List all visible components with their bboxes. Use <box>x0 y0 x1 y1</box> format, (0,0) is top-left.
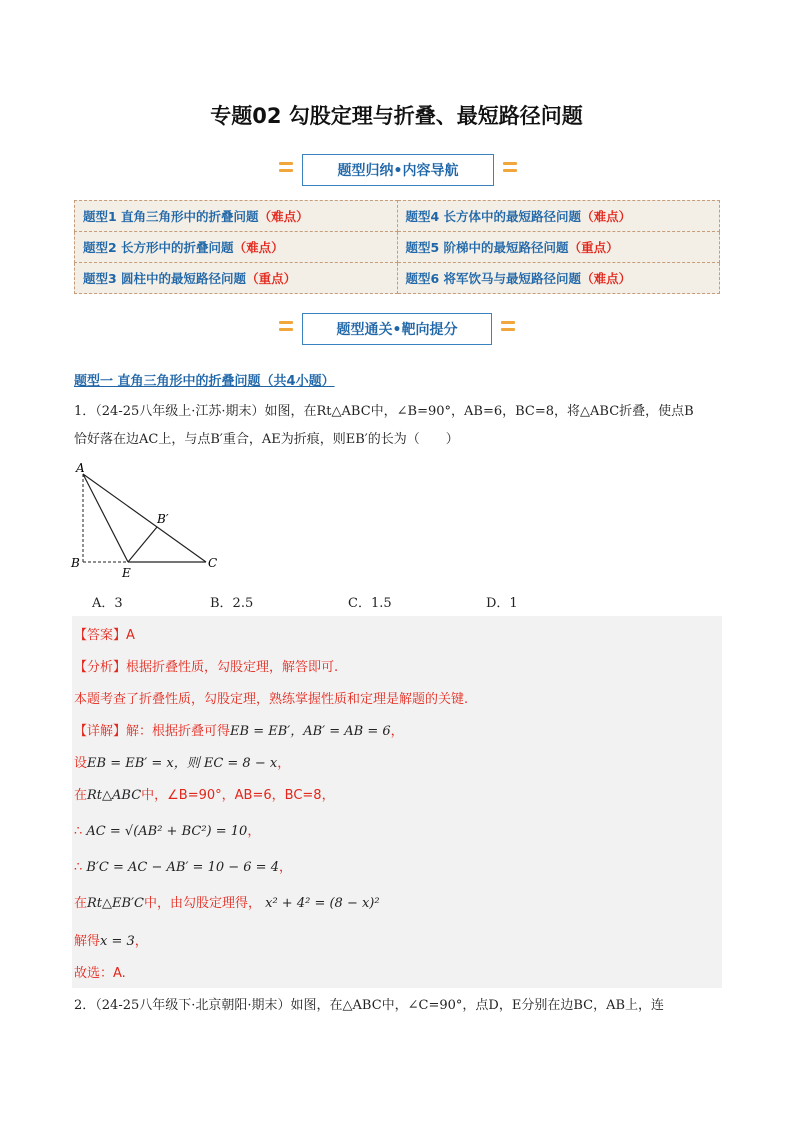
ornament-icon <box>503 162 517 178</box>
practice-banner-label: 题型通关•靶向提分 <box>336 322 458 338</box>
nav-cell[interactable]: 题型2 长方形中的折叠问题（难点） <box>75 232 398 263</box>
nav-cell[interactable]: 题型6 将军饮马与最短路径问题（难点） <box>397 263 720 294</box>
option-d[interactable]: D．1 <box>486 596 518 611</box>
side-ac <box>83 474 206 562</box>
detail-line: 【详解】解：根据折叠可得EB = EB′，AB′ = AB = 6， <box>74 724 404 739</box>
bc-line: ∴ B′C = AC − AB′ = 10 − 6 = 4， <box>74 860 292 875</box>
label-e: E <box>122 566 131 579</box>
table-row <box>75 263 720 294</box>
set-line: 设EB = EB′ = x，则 EC = 8 − x， <box>74 756 291 771</box>
question-2-line-1: 2．（24-25八年级下·北京朝阳·期末）如图，在△ABC中，∠C=90°，点D，E分别在边BC，AB上，连 <box>74 998 665 1013</box>
question-1-line-2: 恰好落在边AC上，与点B′重合，AE为折痕，则EB′的长为（ ） <box>74 432 459 447</box>
fold-ae <box>83 474 128 562</box>
label-b: B <box>71 556 80 570</box>
choose-line: 故选：A. <box>74 966 126 981</box>
nav-banner-label: 题型归纳•内容导航 <box>337 163 459 179</box>
answer-line: 【答案】A <box>74 628 135 643</box>
analysis-line: 【分析】根据折叠性质，勾股定理，解答即可. <box>74 660 339 675</box>
practice-banner <box>302 313 492 345</box>
table-row <box>75 232 720 263</box>
page-title: 专题02 勾股定理与折叠、最短路径问题 <box>210 104 583 128</box>
nav-cell[interactable]: 题型3 圆柱中的最短路径问题（重点） <box>75 263 398 294</box>
ornament-icon <box>279 162 293 178</box>
nav-cell[interactable]: 题型1 直角三角形中的折叠问题（难点） <box>75 201 398 232</box>
table-row <box>75 201 720 232</box>
label-b-prime: B′ <box>157 512 169 526</box>
ornament-icon <box>501 321 515 337</box>
label-a: A <box>76 461 85 475</box>
rt-abc-line: 在Rt△ABC中，∠B=90°，AB=6，BC=8， <box>74 788 335 803</box>
question-1-line-1: 1．（24-25八年级上·江苏·期末）如图，在Rt△ABC中，∠B=90°，AB=6，BC=8，将△ABC折叠，使点B <box>74 404 694 419</box>
ornament-icon <box>279 321 293 337</box>
nav-cell[interactable]: 题型4 长方体中的最短路径问题（难点） <box>397 201 720 232</box>
nav-cell[interactable]: 题型5 阶梯中的最短路径问题（重点） <box>397 232 720 263</box>
pythagoras-line: 在Rt△EB′C中，由勾股定理得， x² + 4² = (8 − x)² <box>74 896 380 911</box>
summary-line: 本题考查了折叠性质，勾股定理，熟练掌握性质和定理是解题的关键. <box>74 692 469 707</box>
ac-line: ∴ AC = √(AB² + BC²) = 10， <box>74 824 261 839</box>
label-c: C <box>208 556 218 570</box>
option-c[interactable]: C．1.5 <box>348 596 392 611</box>
option-b[interactable]: B．2.5 <box>210 596 254 611</box>
topic-nav-table <box>74 200 720 294</box>
section-heading[interactable]: 题型一 直角三角形中的折叠问题（共4小题） <box>74 374 335 389</box>
triangle-figure <box>70 459 230 579</box>
solve-line: 解得x = 3， <box>74 934 148 949</box>
side-eb-prime <box>128 527 157 562</box>
option-a[interactable]: A．3 <box>92 596 123 611</box>
nav-banner <box>302 154 494 186</box>
